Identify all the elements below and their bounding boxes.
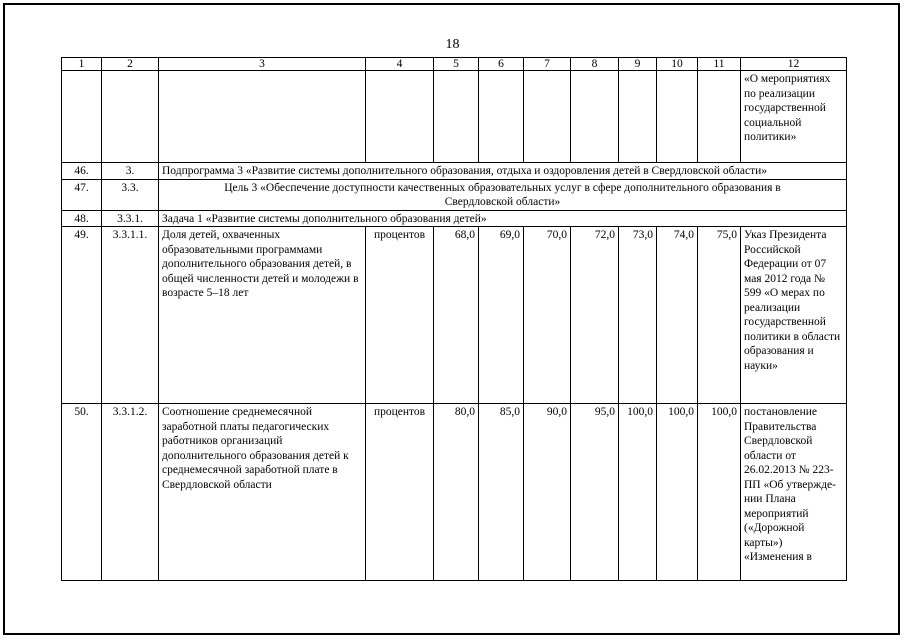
indicator-name: Доля детей, охваченных образовательными программами дополнительного образования детей, в общей численности детей и молодежи в возрасте 5–18 лет xyxy=(159,227,366,404)
table-row xyxy=(62,227,847,404)
value-cell: 80,0 xyxy=(434,404,479,581)
subprogram-title: Подпрограмма 3 «Развитие системы дополнительного образования, отдыха и оздоровления детей в Свердловской области» xyxy=(159,163,847,180)
indicator-name: Соотношение среднемесячной заработной платы педагогических работников организаций дополнительного образования детей к среднемесячной заработной плате в Свердловской области xyxy=(159,404,366,581)
value-cell: 100,0 xyxy=(698,404,741,581)
value-cell: 75,0 xyxy=(698,227,741,404)
goal-title: Цель 3 «Обеспечение доступности качественных образовательных услуг в сфере дополнительного образования в Свердловской области» xyxy=(159,179,847,210)
row-code: 3.3.1. xyxy=(102,210,159,227)
column-header: 11 xyxy=(698,58,741,71)
value-cell: 95,0 xyxy=(571,404,619,581)
column-header: 8 xyxy=(571,58,619,71)
column-header: 12 xyxy=(741,58,847,71)
value-cell: 100,0 xyxy=(619,404,657,581)
row-number: 49. xyxy=(62,227,102,404)
page-number: 18 xyxy=(445,37,460,52)
section-row xyxy=(62,163,847,180)
unit-cell: процентов xyxy=(366,227,434,404)
row-code: 3.3. xyxy=(102,179,159,210)
table-row xyxy=(62,404,847,581)
value-cell: 68,0 xyxy=(434,227,479,404)
column-header: 10 xyxy=(657,58,698,71)
row-number: 50. xyxy=(62,404,102,581)
row-code: 3.3.1.1. xyxy=(102,227,159,404)
column-header: 9 xyxy=(619,58,657,71)
value-cell: 100,0 xyxy=(657,404,698,581)
value-cell: 69,0 xyxy=(479,227,524,404)
row-number: 48. xyxy=(62,210,102,227)
unit-cell: процентов xyxy=(366,404,434,581)
indicators-table xyxy=(61,57,847,581)
section-row xyxy=(62,179,847,210)
column-header: 2 xyxy=(102,58,159,71)
value-cell: 90,0 xyxy=(524,404,571,581)
column-header: 4 xyxy=(366,58,434,71)
row-number: 47. xyxy=(62,179,102,210)
row-number: 46. xyxy=(62,163,102,180)
continuation-row xyxy=(62,71,847,163)
source-cell: постановление Правительства Свердловской области от 26.02.2013 № 223-ПП «Об утвержде-нии Плана мероприятий («Дорожной карты») «Изменения в xyxy=(741,404,847,581)
column-number-header-row xyxy=(62,58,847,71)
column-header: 3 xyxy=(159,58,366,71)
value-cell: 70,0 xyxy=(524,227,571,404)
value-cell: 72,0 xyxy=(571,227,619,404)
source-cell: Указ Президента Российской Федерации от 07 мая 2012 года № 599 «О мерах по реализации государственной политики в области образования и науки» xyxy=(741,227,847,404)
continuation-source-text: «О мероприятиях по реализации государственной социальной политики» xyxy=(741,71,847,163)
value-cell: 73,0 xyxy=(619,227,657,404)
column-header: 7 xyxy=(524,58,571,71)
value-cell: 74,0 xyxy=(657,227,698,404)
column-header: 5 xyxy=(434,58,479,71)
value-cell: 85,0 xyxy=(479,404,524,581)
task-title: Задача 1 «Развитие системы дополнительного образования детей» xyxy=(159,210,847,227)
section-row xyxy=(62,210,847,227)
row-code: 3.3.1.2. xyxy=(102,404,159,581)
row-code: 3. xyxy=(102,163,159,180)
column-header: 1 xyxy=(62,58,102,71)
column-header: 6 xyxy=(479,58,524,71)
